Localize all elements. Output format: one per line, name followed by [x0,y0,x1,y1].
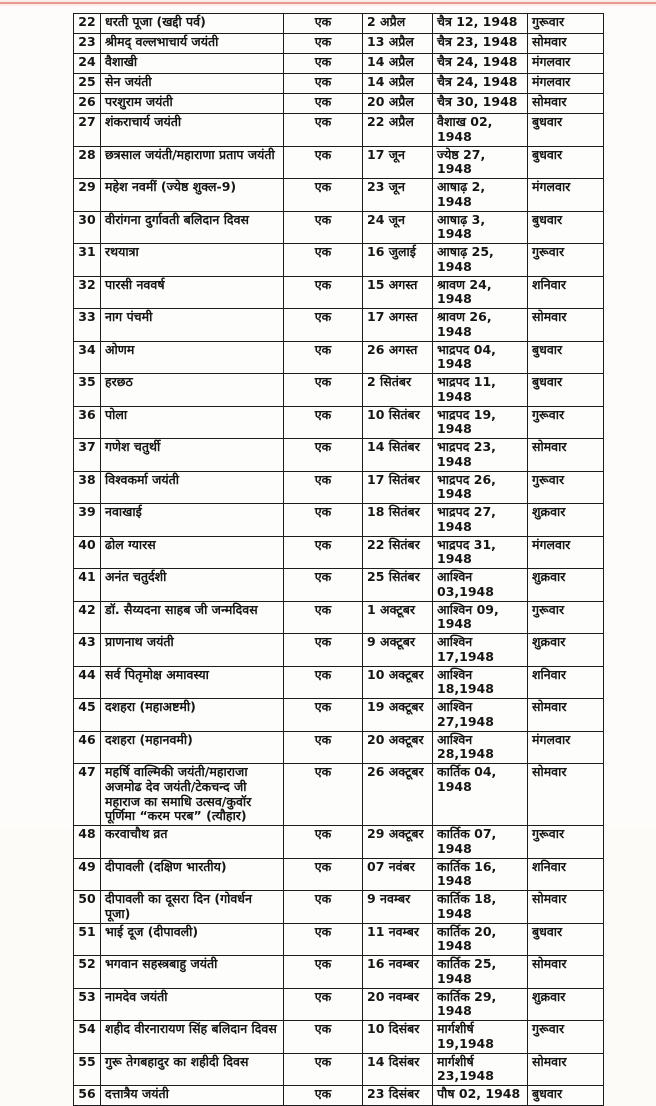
cell-holiday-name: विश्वकर्मा जयंती [101,471,284,504]
cell-hindu-calendar-date: कार्तिक 16, 1948 [433,858,528,891]
cell-holiday-name: नाग पंचमी [101,309,284,342]
cell-weekday: बुधवार [528,1086,604,1106]
cell-serial-number: 37 [74,439,101,472]
cell-hindu-calendar-date: भाद्रपद 11, 1948 [433,374,528,407]
cell-count: एक [284,471,363,504]
cell-serial-number: 32 [74,276,101,309]
cell-hindu-calendar-date: वैशाख 02, 1948 [433,114,528,147]
table-row [74,406,604,439]
cell-serial-number: 51 [74,923,101,956]
table-row [74,211,604,244]
cell-weekday: सोमवार [528,764,604,826]
cell-count: एक [284,179,363,212]
cell-weekday: गुरूवार [528,471,604,504]
cell-hindu-calendar-date: श्रावण 26, 1948 [433,309,528,342]
cell-gregorian-date: 22 अप्रैल [363,114,433,147]
cell-hindu-calendar-date: आश्विन 28,1948 [433,731,528,764]
cell-gregorian-date: 19 अक्टूबर [363,699,433,732]
cell-hindu-calendar-date: आश्विन 03,1948 [433,569,528,602]
holiday-table-body [74,14,604,1106]
cell-hindu-calendar-date: आश्विन 27,1948 [433,699,528,732]
cell-serial-number: 55 [74,1053,101,1086]
cell-serial-number: 39 [74,504,101,537]
cell-serial-number: 29 [74,179,101,212]
table-row [74,439,604,472]
table-row [74,74,604,94]
cell-hindu-calendar-date: मार्गशीर्ष 19,1948 [433,1021,528,1054]
cell-count: एक [284,988,363,1021]
table-row [74,666,604,699]
cell-gregorian-date: 16 जुलाई [363,244,433,277]
cell-count: एक [284,634,363,667]
cell-gregorian-date: 10 सितंबर [363,406,433,439]
cell-count: एक [284,1086,363,1106]
cell-gregorian-date: 24 जून [363,211,433,244]
table-row [74,891,604,924]
cell-count: एक [284,341,363,374]
cell-weekday: सोमवार [528,94,604,114]
cell-holiday-name: महर्षि वाल्मिकी जयंती/महाराजा अजमोढ देव जयंती/टेकचन्द जी महाराज का समाधि उत्सव/कुवॉर पूर्णिमा “करम परब” (त्यौहार) [101,764,284,826]
cell-serial-number: 47 [74,764,101,826]
cell-count: एक [284,34,363,54]
cell-holiday-name: भगवान सहस्त्रबाहु जयंती [101,956,284,989]
table-row [74,341,604,374]
cell-gregorian-date: 10 अक्टूबर [363,666,433,699]
cell-count: एक [284,1053,363,1086]
cell-serial-number: 36 [74,406,101,439]
cell-weekday: बुधवार [528,374,604,407]
cell-serial-number: 53 [74,988,101,1021]
cell-hindu-calendar-date: आश्विन 09, 1948 [433,601,528,634]
cell-gregorian-date: 26 अगस्त [363,341,433,374]
cell-serial-number: 54 [74,1021,101,1054]
cell-holiday-name: छत्रसाल जयंती/महाराणा प्रताप जयंती [101,146,284,179]
cell-holiday-name: शंकराचार्य जयंती [101,114,284,147]
cell-holiday-name: भाई दूज (दीपावली) [101,923,284,956]
cell-count: एक [284,536,363,569]
cell-serial-number: 35 [74,374,101,407]
cell-hindu-calendar-date: कार्तिक 25, 1948 [433,956,528,989]
cell-count: एक [284,211,363,244]
cell-weekday: मंगलवार [528,536,604,569]
table-row [74,179,604,212]
cell-serial-number: 50 [74,891,101,924]
cell-hindu-calendar-date: कार्तिक 04, 1948 [433,764,528,826]
cell-weekday: गुरूवार [528,406,604,439]
cell-weekday: सोमवार [528,439,604,472]
cell-hindu-calendar-date: चैत्र 24, 1948 [433,74,528,94]
cell-weekday: गुरूवार [528,14,604,34]
cell-hindu-calendar-date: भाद्रपद 19, 1948 [433,406,528,439]
cell-weekday: शुक्रवार [528,634,604,667]
cell-weekday: सोमवार [528,1053,604,1086]
cell-count: एक [284,666,363,699]
cell-gregorian-date: 17 अगस्त [363,309,433,342]
cell-count: एक [284,439,363,472]
cell-hindu-calendar-date: श्रावण 24, 1948 [433,276,528,309]
cell-gregorian-date: 9 नवम्बर [363,891,433,924]
cell-serial-number: 56 [74,1086,101,1106]
cell-serial-number: 30 [74,211,101,244]
cell-weekday: बुधवार [528,923,604,956]
cell-hindu-calendar-date: कार्तिक 07, 1948 [433,826,528,859]
cell-count: एक [284,891,363,924]
table-row [74,826,604,859]
cell-count: एक [284,731,363,764]
cell-weekday: मंगलवार [528,74,604,94]
cell-count: एक [284,276,363,309]
table-row [74,569,604,602]
table-row [74,14,604,34]
cell-count: एक [284,54,363,74]
cell-gregorian-date: 2 सितंबर [363,374,433,407]
cell-serial-number: 38 [74,471,101,504]
table-row [74,54,604,74]
table-row [74,374,604,407]
table-row [74,276,604,309]
cell-hindu-calendar-date: पौष 02, 1948 [433,1086,528,1106]
cell-hindu-calendar-date: ज्येष्ठ 27, 1948 [433,146,528,179]
cell-count: एक [284,956,363,989]
cell-count: एक [284,858,363,891]
cell-weekday: गुरूवार [528,244,604,277]
cell-gregorian-date: 29 अक्टूबर [363,826,433,859]
cell-count: एक [284,1021,363,1054]
cell-hindu-calendar-date: चैत्र 30, 1948 [433,94,528,114]
cell-weekday: बुधवार [528,211,604,244]
cell-hindu-calendar-date: आश्विन 17,1948 [433,634,528,667]
cell-holiday-name: सर्व पितृमोक्ष अमावस्या [101,666,284,699]
table-row [74,536,604,569]
cell-weekday: बुधवार [528,146,604,179]
cell-serial-number: 31 [74,244,101,277]
cell-weekday: शनिवार [528,666,604,699]
cell-weekday: शुक्रवार [528,988,604,1021]
cell-gregorian-date: 17 सितंबर [363,471,433,504]
cell-serial-number: 40 [74,536,101,569]
cell-count: एक [284,764,363,826]
cell-holiday-name: रथयात्रा [101,244,284,277]
cell-weekday: शनिवार [528,858,604,891]
cell-weekday: बुधवार [528,341,604,374]
cell-hindu-calendar-date: आश्विन 18,1948 [433,666,528,699]
table-row [74,1053,604,1086]
cell-hindu-calendar-date: आषाढ़ 2, 1948 [433,179,528,212]
cell-holiday-name: पारसी नववर्ष [101,276,284,309]
cell-holiday-name: दीपावली (दक्षिण भारतीय) [101,858,284,891]
cell-gregorian-date: 13 अप्रैल [363,34,433,54]
cell-gregorian-date: 1 अक्टूबर [363,601,433,634]
cell-weekday: मंगलवार [528,179,604,212]
cell-hindu-calendar-date: भाद्रपद 04, 1948 [433,341,528,374]
cell-weekday: सोमवार [528,309,604,342]
cell-gregorian-date: 26 अक्टूबर [363,764,433,826]
cell-holiday-name: अनंत चतुर्दशी [101,569,284,602]
cell-gregorian-date: 11 नवम्बर [363,923,433,956]
cell-holiday-name: करवाचौथ व्रत [101,826,284,859]
cell-count: एक [284,146,363,179]
cell-holiday-name: वैशाखी [101,54,284,74]
cell-serial-number: 46 [74,731,101,764]
table-row [74,1086,604,1106]
table-row [74,34,604,54]
table-row [74,244,604,277]
cell-serial-number: 44 [74,666,101,699]
cell-gregorian-date: 14 अप्रैल [363,74,433,94]
cell-serial-number: 27 [74,114,101,147]
cell-count: एक [284,569,363,602]
cell-serial-number: 45 [74,699,101,732]
cell-weekday: बुधवार [528,114,604,147]
table-row [74,1021,604,1054]
cell-holiday-name: दीपावली का दूसरा दिन (गोवर्धन पूजा) [101,891,284,924]
cell-serial-number: 43 [74,634,101,667]
cell-serial-number: 25 [74,74,101,94]
cell-gregorian-date: 23 दिसंबर [363,1086,433,1106]
cell-count: एक [284,114,363,147]
table-row [74,504,604,537]
cell-gregorian-date: 23 जून [363,179,433,212]
cell-holiday-name: दत्तात्रैय जयंती [101,1086,284,1106]
cell-serial-number: 24 [74,54,101,74]
cell-count: एक [284,14,363,34]
cell-gregorian-date: 2 अप्रैल [363,14,433,34]
cell-weekday: मंगलवार [528,54,604,74]
cell-serial-number: 52 [74,956,101,989]
cell-weekday: शुक्रवार [528,569,604,602]
cell-gregorian-date: 10 दिसंबर [363,1021,433,1054]
cell-count: एक [284,923,363,956]
cell-serial-number: 42 [74,601,101,634]
cell-weekday: गुरूवार [528,1021,604,1054]
cell-gregorian-date: 20 अक्टूबर [363,731,433,764]
cell-holiday-name: दशहरा (महानवमी) [101,731,284,764]
cell-weekday: शुक्रवार [528,504,604,537]
cell-holiday-name: सेन जयंती [101,74,284,94]
table-row [74,634,604,667]
cell-hindu-calendar-date: कार्तिक 29, 1948 [433,988,528,1021]
cell-hindu-calendar-date: आषाढ़ 25, 1948 [433,244,528,277]
document-body [0,6,656,1101]
cell-holiday-name: गणेश चतुर्थी [101,439,284,472]
cell-weekday: गुरूवार [528,826,604,859]
cell-count: एक [284,601,363,634]
cell-weekday: गुरूवार [528,601,604,634]
cell-holiday-name: श्रीमद् वल्लभाचार्य जयंती [101,34,284,54]
cell-holiday-name: शहीद वीरनारायण सिंह बलिदान दिवस [101,1021,284,1054]
cell-holiday-name: महेश नवमीं (ज्येष्ठ शुक्ल-9) [101,179,284,212]
cell-holiday-name: वीरांगना दुर्गावती बलिदान दिवस [101,211,284,244]
cell-holiday-name: डॉ. सैय्यदना साहब जी जन्मदिवस [101,601,284,634]
cell-count: एक [284,309,363,342]
table-row [74,146,604,179]
cell-hindu-calendar-date: आषाढ़ 3, 1948 [433,211,528,244]
cell-serial-number: 33 [74,309,101,342]
cell-hindu-calendar-date: भाद्रपद 27, 1948 [433,504,528,537]
cell-weekday: सोमवार [528,34,604,54]
cell-serial-number: 41 [74,569,101,602]
cell-count: एक [284,699,363,732]
cell-serial-number: 26 [74,94,101,114]
cell-holiday-name: पोला [101,406,284,439]
table-row [74,764,604,826]
cell-gregorian-date: 14 सितंबर [363,439,433,472]
table-row [74,956,604,989]
table-row [74,94,604,114]
cell-serial-number: 23 [74,34,101,54]
cell-hindu-calendar-date: भाद्रपद 23, 1948 [433,439,528,472]
cell-holiday-name: नामदेव जयंती [101,988,284,1021]
cell-gregorian-date: 14 दिसंबर [363,1053,433,1086]
cell-weekday: सोमवार [528,699,604,732]
table-row [74,309,604,342]
table-row [74,858,604,891]
cell-count: एक [284,244,363,277]
table-row [74,114,604,147]
cell-hindu-calendar-date: कार्तिक 18, 1948 [433,891,528,924]
cell-gregorian-date: 16 नवम्बर [363,956,433,989]
cell-serial-number: 22 [74,14,101,34]
cell-holiday-name: प्राणनाथ जयंती [101,634,284,667]
cell-weekday: सोमवार [528,891,604,924]
cell-hindu-calendar-date: मार्गशीर्ष 23,1948 [433,1053,528,1086]
cell-gregorian-date: 17 जून [363,146,433,179]
cell-hindu-calendar-date: कार्तिक 20, 1948 [433,923,528,956]
table-row [74,923,604,956]
cell-gregorian-date: 18 सितंबर [363,504,433,537]
cell-gregorian-date: 07 नवंबर [363,858,433,891]
cell-gregorian-date: 20 अप्रैल [363,94,433,114]
cell-gregorian-date: 15 अगस्त [363,276,433,309]
holiday-table [73,13,604,1106]
table-row [74,988,604,1021]
cell-weekday: शनिवार [528,276,604,309]
table-row [74,471,604,504]
cell-gregorian-date: 14 अप्रैल [363,54,433,74]
table-row [74,731,604,764]
cell-serial-number: 48 [74,826,101,859]
cell-holiday-name: नवाखाई [101,504,284,537]
cell-count: एक [284,94,363,114]
cell-holiday-name: हरछठ [101,374,284,407]
cell-serial-number: 28 [74,146,101,179]
cell-hindu-calendar-date: चैत्र 12, 1948 [433,14,528,34]
cell-holiday-name: ओणम [101,341,284,374]
table-row [74,699,604,732]
scan-top-rule [0,2,656,4]
cell-holiday-name: गुरू तेगबहादुर का शहीदी दिवस [101,1053,284,1086]
cell-holiday-name: ढोल ग्यारस [101,536,284,569]
cell-holiday-name: दशहरा (महाअष्टमी) [101,699,284,732]
cell-gregorian-date: 9 अक्टूबर [363,634,433,667]
cell-hindu-calendar-date: भाद्रपद 26, 1948 [433,471,528,504]
cell-gregorian-date: 25 सितंबर [363,569,433,602]
cell-gregorian-date: 20 नवम्बर [363,988,433,1021]
cell-holiday-name: परशुराम जयंती [101,94,284,114]
cell-count: एक [284,74,363,94]
cell-count: एक [284,374,363,407]
table-row [74,601,604,634]
cell-weekday: मंगलवार [528,731,604,764]
cell-holiday-name: धरती पूजा (खद्दी पर्व) [101,14,284,34]
cell-serial-number: 34 [74,341,101,374]
cell-hindu-calendar-date: भाद्रपद 31, 1948 [433,536,528,569]
cell-count: एक [284,504,363,537]
cell-gregorian-date: 22 सितंबर [363,536,433,569]
cell-hindu-calendar-date: चैत्र 23, 1948 [433,34,528,54]
cell-weekday: सोमवार [528,956,604,989]
cell-serial-number: 49 [74,858,101,891]
cell-count: एक [284,406,363,439]
cell-hindu-calendar-date: चैत्र 24, 1948 [433,54,528,74]
cell-count: एक [284,826,363,859]
